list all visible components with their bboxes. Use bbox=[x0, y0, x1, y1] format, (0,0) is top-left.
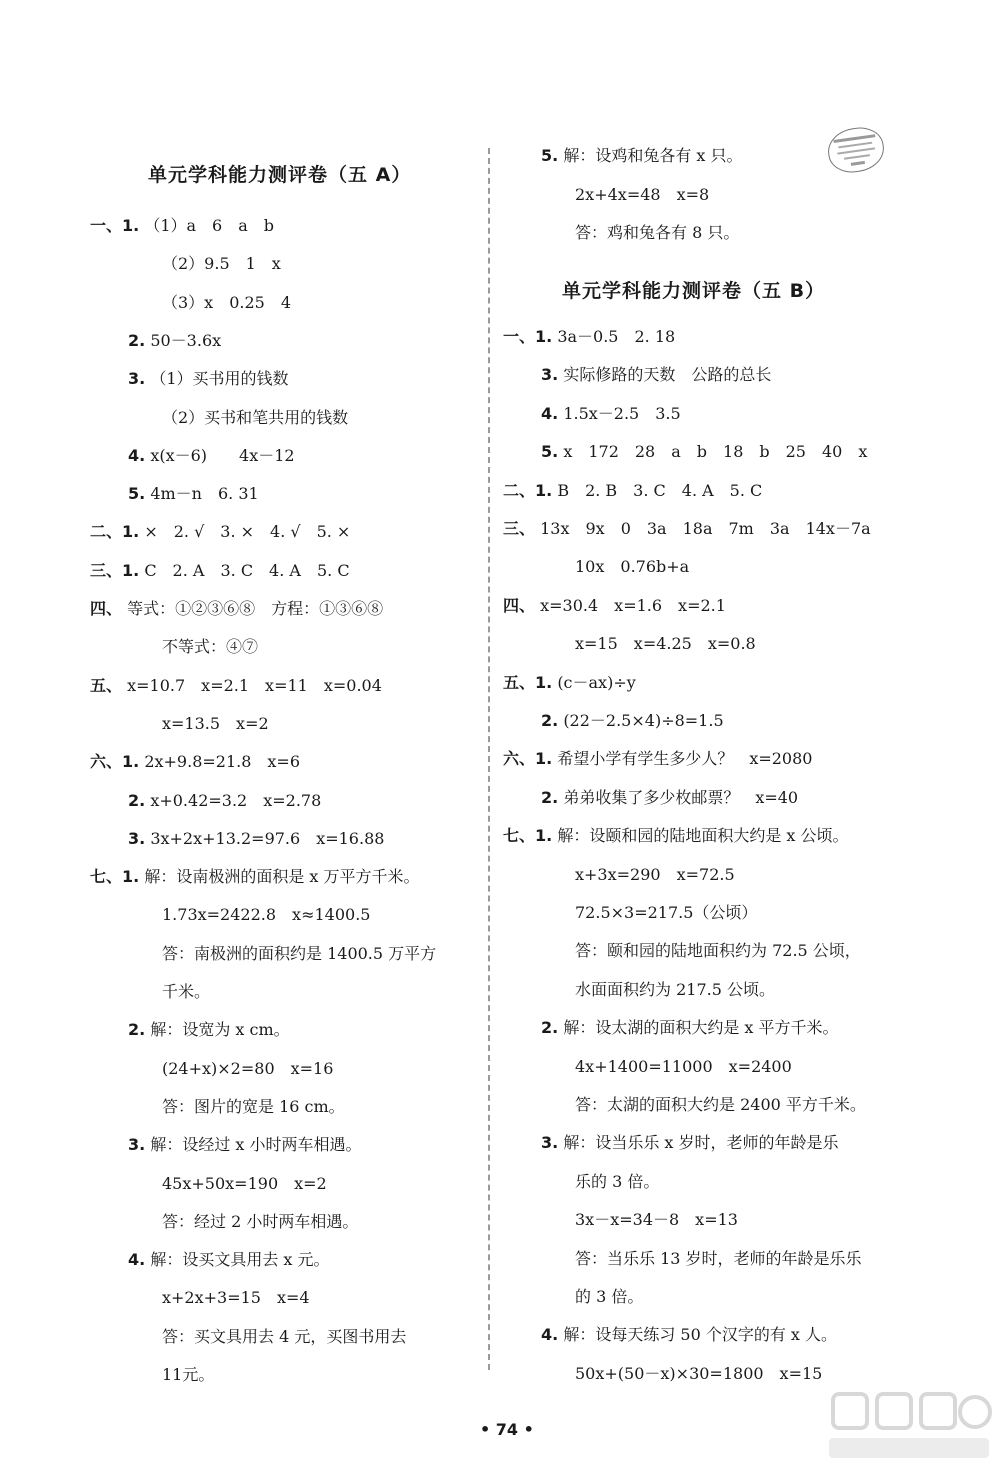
left-line bbox=[128, 791, 321, 813]
right-line bbox=[503, 673, 636, 695]
item-number: 4. bbox=[128, 445, 146, 465]
left-line bbox=[128, 331, 221, 353]
answer-text: （1）a 6 a b bbox=[144, 216, 274, 235]
item-number: 3. bbox=[128, 828, 146, 848]
answer-text: C 2. A 3. C 4. A 5. C bbox=[144, 560, 350, 580]
right-line bbox=[575, 557, 689, 579]
right-line bbox=[541, 1133, 839, 1155]
right-line bbox=[503, 596, 726, 618]
answer-text: 不等式：④⑦ bbox=[162, 637, 259, 657]
answer-text: 3a－0.5 2. 18 bbox=[557, 327, 676, 346]
right-top-line bbox=[541, 146, 743, 168]
right-line bbox=[575, 903, 757, 925]
answer-text: B 2. B 3. C 4. A 5. C bbox=[557, 480, 763, 500]
answer-text: x 172 28 a b 18 b 25 40 x bbox=[563, 442, 868, 462]
right-line bbox=[575, 1057, 792, 1079]
answer-text: 1.73x=2422.8 x≈1400.5 bbox=[162, 905, 371, 925]
item-number: 一、1. bbox=[503, 327, 553, 346]
right-line bbox=[503, 826, 849, 848]
left-line bbox=[162, 905, 370, 927]
right-top-line bbox=[575, 223, 739, 245]
item-number: 2. bbox=[541, 711, 559, 730]
answer-text: 答：买文具用去 4 元，买图书用去 bbox=[162, 1326, 407, 1346]
answer-text: 50－3.6x bbox=[150, 330, 222, 350]
left-line bbox=[128, 446, 295, 468]
column-divider bbox=[488, 148, 490, 1370]
answer-text: （2）买书和笔共用的钱数 bbox=[162, 407, 349, 427]
left-line bbox=[128, 1020, 290, 1042]
left-line bbox=[162, 982, 210, 1004]
stamp-logo bbox=[825, 124, 887, 175]
right-line bbox=[575, 941, 861, 963]
item-number: 三、1. bbox=[90, 560, 140, 580]
left-line bbox=[162, 1327, 406, 1349]
item-number: 七、1. bbox=[90, 867, 140, 887]
answer-text: 答：南极洲的面积约是 1400.5 万平方 bbox=[162, 943, 437, 963]
answer-text: (22－2.5×4)÷8=1.5 bbox=[563, 711, 724, 730]
answer-text: 答：太湖的面积大约是 2400 平方千米。 bbox=[575, 1095, 866, 1114]
right-line bbox=[541, 404, 681, 426]
right-line bbox=[541, 442, 867, 464]
answer-text: 2x+4x=48 x=8 bbox=[575, 184, 710, 204]
right-line bbox=[575, 1364, 822, 1386]
answer-text: 11元。 bbox=[162, 1365, 215, 1384]
item-number: 4. bbox=[541, 403, 559, 423]
right-line bbox=[541, 711, 724, 733]
item-number: 二、1. bbox=[503, 480, 553, 500]
answer-text: 解：设太湖的面积大约是 x 平方千米。 bbox=[563, 1018, 839, 1038]
answer-text: 解：设每天练习 50 个汉字的有 x 人。 bbox=[563, 1325, 838, 1345]
answer-text: （1）买书用的钱数 bbox=[150, 369, 289, 389]
item-number: 2. bbox=[128, 330, 146, 350]
right-line bbox=[541, 1325, 837, 1347]
left-line bbox=[162, 637, 258, 659]
left-line bbox=[128, 369, 289, 391]
answer-text: x+0.42=3.2 x=2.78 bbox=[150, 790, 322, 810]
answer-text: x=15 x=4.25 x=0.8 bbox=[575, 634, 756, 654]
item-number: 2. bbox=[128, 790, 146, 810]
answer-text: 答：图片的宽是 16 cm。 bbox=[162, 1096, 345, 1116]
answer-text: 72.5×3=217.5（公顷） bbox=[575, 903, 758, 922]
right-section-title: 单元学科能力测评卷（五 B） bbox=[562, 280, 826, 302]
item-number: 六、1. bbox=[90, 752, 140, 772]
answer-text: 解：设南极洲的面积是 x 万平方千米。 bbox=[144, 867, 420, 887]
answer-text: 答：颐和园的陆地面积约为 72.5 公顷， bbox=[575, 941, 861, 961]
right-line bbox=[541, 788, 798, 810]
right-line bbox=[575, 980, 775, 1002]
right-line bbox=[503, 327, 675, 349]
item-number: 3. bbox=[541, 1133, 559, 1153]
answer-text: 希望小学有学生多少人？ x=2080 bbox=[557, 749, 813, 769]
answer-text: x+2x+3=15 x=4 bbox=[162, 1288, 310, 1308]
item-number: 一、1. bbox=[90, 216, 140, 235]
left-line bbox=[162, 293, 291, 315]
left-line bbox=[128, 484, 259, 506]
right-line bbox=[575, 1172, 659, 1194]
item-number: 4. bbox=[541, 1325, 559, 1345]
answer-text: 3x－x=34－8 x=13 bbox=[575, 1210, 738, 1230]
right-line bbox=[575, 1287, 643, 1309]
item-number: 5. bbox=[541, 442, 559, 462]
answer-text: 10x 0.76b+a bbox=[575, 557, 690, 577]
answer-text: 解：设颐和园的陆地面积大约是 x 公顷。 bbox=[557, 826, 849, 846]
item-number: 2. bbox=[541, 787, 559, 807]
page-number: • 74 • bbox=[480, 1420, 534, 1439]
answer-text: (c－ax)÷y bbox=[557, 672, 636, 692]
item-number: 七、1. bbox=[503, 826, 553, 846]
answer-text: 45x+50x=190 x=2 bbox=[162, 1173, 327, 1193]
answer-text: 乐的 3 倍。 bbox=[575, 1171, 660, 1191]
item-number: 3. bbox=[541, 365, 559, 385]
answer-text: 4m－n 6. 31 bbox=[150, 484, 259, 504]
left-line bbox=[162, 1059, 333, 1081]
left-line bbox=[90, 676, 382, 698]
right-line bbox=[575, 1249, 862, 1271]
answer-text: 2x+9.8=21.8 x=6 bbox=[144, 752, 301, 772]
right-line bbox=[503, 519, 871, 541]
answer-text: x+3x=290 x=72.5 bbox=[575, 864, 735, 884]
answer-text: 答：当乐乐 13 岁时，老师的年龄是乐乐 bbox=[575, 1248, 862, 1268]
left-line bbox=[90, 522, 350, 544]
item-number: 二、1. bbox=[90, 522, 140, 542]
left-line bbox=[90, 867, 420, 889]
item-number: 三、 bbox=[503, 519, 536, 538]
item-number: 五、1. bbox=[503, 672, 553, 692]
right-line bbox=[575, 1210, 738, 1232]
right-line bbox=[575, 634, 756, 656]
answer-text: 千米。 bbox=[162, 982, 211, 1001]
answer-text: (24+x)×2=80 x=16 bbox=[162, 1058, 334, 1078]
left-line bbox=[162, 254, 281, 276]
right-line bbox=[541, 1018, 839, 1040]
right-top-line bbox=[575, 185, 709, 207]
item-number: 3. bbox=[128, 369, 146, 389]
item-number: 3. bbox=[128, 1135, 146, 1155]
item-number: 六、1. bbox=[503, 749, 553, 769]
item-number: 4. bbox=[128, 1250, 146, 1270]
item-number: 2. bbox=[541, 1018, 559, 1038]
left-line bbox=[162, 1174, 327, 1196]
right-line bbox=[575, 865, 735, 887]
left-line bbox=[162, 1288, 310, 1310]
answer-text: 的 3 倍。 bbox=[575, 1287, 644, 1306]
answer-text: 答：鸡和兔各有 8 只。 bbox=[575, 223, 740, 242]
answer-text: 等式：①②③⑥⑧ 方程：①③⑥⑧ bbox=[127, 599, 384, 618]
item-number: 五、 bbox=[90, 675, 123, 695]
answer-text: 答：经过 2 小时两车相遇。 bbox=[162, 1211, 359, 1231]
left-line bbox=[128, 829, 384, 851]
answer-text: 50x+(50－x)×30=1800 x=15 bbox=[575, 1363, 823, 1383]
right-line bbox=[575, 1095, 866, 1117]
item-number: 四、 bbox=[503, 595, 536, 615]
left-line bbox=[90, 216, 274, 238]
answer-text: 实际修路的天数 公路的总长 bbox=[563, 365, 772, 385]
answer-text: 1.5x－2.5 3.5 bbox=[563, 403, 681, 423]
left-line bbox=[162, 1097, 345, 1119]
answer-text: 弟弟收集了多少枚邮票？ x=40 bbox=[563, 787, 799, 807]
left-line bbox=[128, 1250, 330, 1272]
answer-text: 解：设宽为 x cm。 bbox=[150, 1020, 290, 1040]
answer-text: 解：设当乐乐 x 岁时，老师的年龄是乐 bbox=[563, 1133, 839, 1153]
answer-text: x=30.4 x=1.6 x=2.1 bbox=[540, 595, 726, 615]
item-number: 四、 bbox=[90, 599, 123, 618]
answer-text: 水面面积约为 217.5 公顷。 bbox=[575, 979, 775, 999]
item-number: 5. bbox=[541, 146, 559, 165]
answer-text: 13x 9x 0 3a 18a 7m 3a 14x－7a bbox=[540, 519, 871, 538]
left-line bbox=[162, 1365, 214, 1387]
left-line bbox=[162, 944, 436, 966]
left-line bbox=[162, 714, 269, 736]
answer-text: 3x+2x+13.2=97.6 x=16.88 bbox=[150, 828, 385, 848]
answer-text: 解：设经过 x 小时两车相遇。 bbox=[150, 1135, 362, 1155]
watermark-logo bbox=[815, 1390, 995, 1466]
item-number: 2. bbox=[128, 1020, 146, 1040]
item-number: 5. bbox=[128, 484, 146, 504]
right-line bbox=[503, 481, 762, 503]
left-line bbox=[90, 599, 383, 621]
left-line bbox=[90, 561, 350, 583]
answer-text: （3）x 0.25 4 bbox=[162, 292, 292, 312]
answer-text: × 2. √ 3. × 4. √ 5. × bbox=[144, 522, 351, 542]
left-line bbox=[162, 408, 348, 430]
answer-text: x(x－6) 4x－12 bbox=[150, 445, 295, 465]
left-line bbox=[90, 752, 300, 774]
left-line bbox=[162, 1212, 358, 1234]
answer-text: （2）9.5 1 x bbox=[162, 254, 281, 274]
left-section-title: 单元学科能力测评卷（五 A） bbox=[148, 164, 412, 186]
answer-text: 解：设鸡和兔各有 x 只。 bbox=[563, 146, 743, 165]
left-line bbox=[128, 1135, 362, 1157]
answer-text: x=10.7 x=2.1 x=11 x=0.04 bbox=[127, 675, 382, 695]
right-line bbox=[503, 749, 812, 771]
answer-text: 4x+1400=11000 x=2400 bbox=[575, 1056, 792, 1076]
answer-text: x=13.5 x=2 bbox=[162, 713, 269, 733]
right-line bbox=[541, 365, 771, 387]
answer-text: 解：设买文具用去 x 元。 bbox=[150, 1250, 330, 1270]
